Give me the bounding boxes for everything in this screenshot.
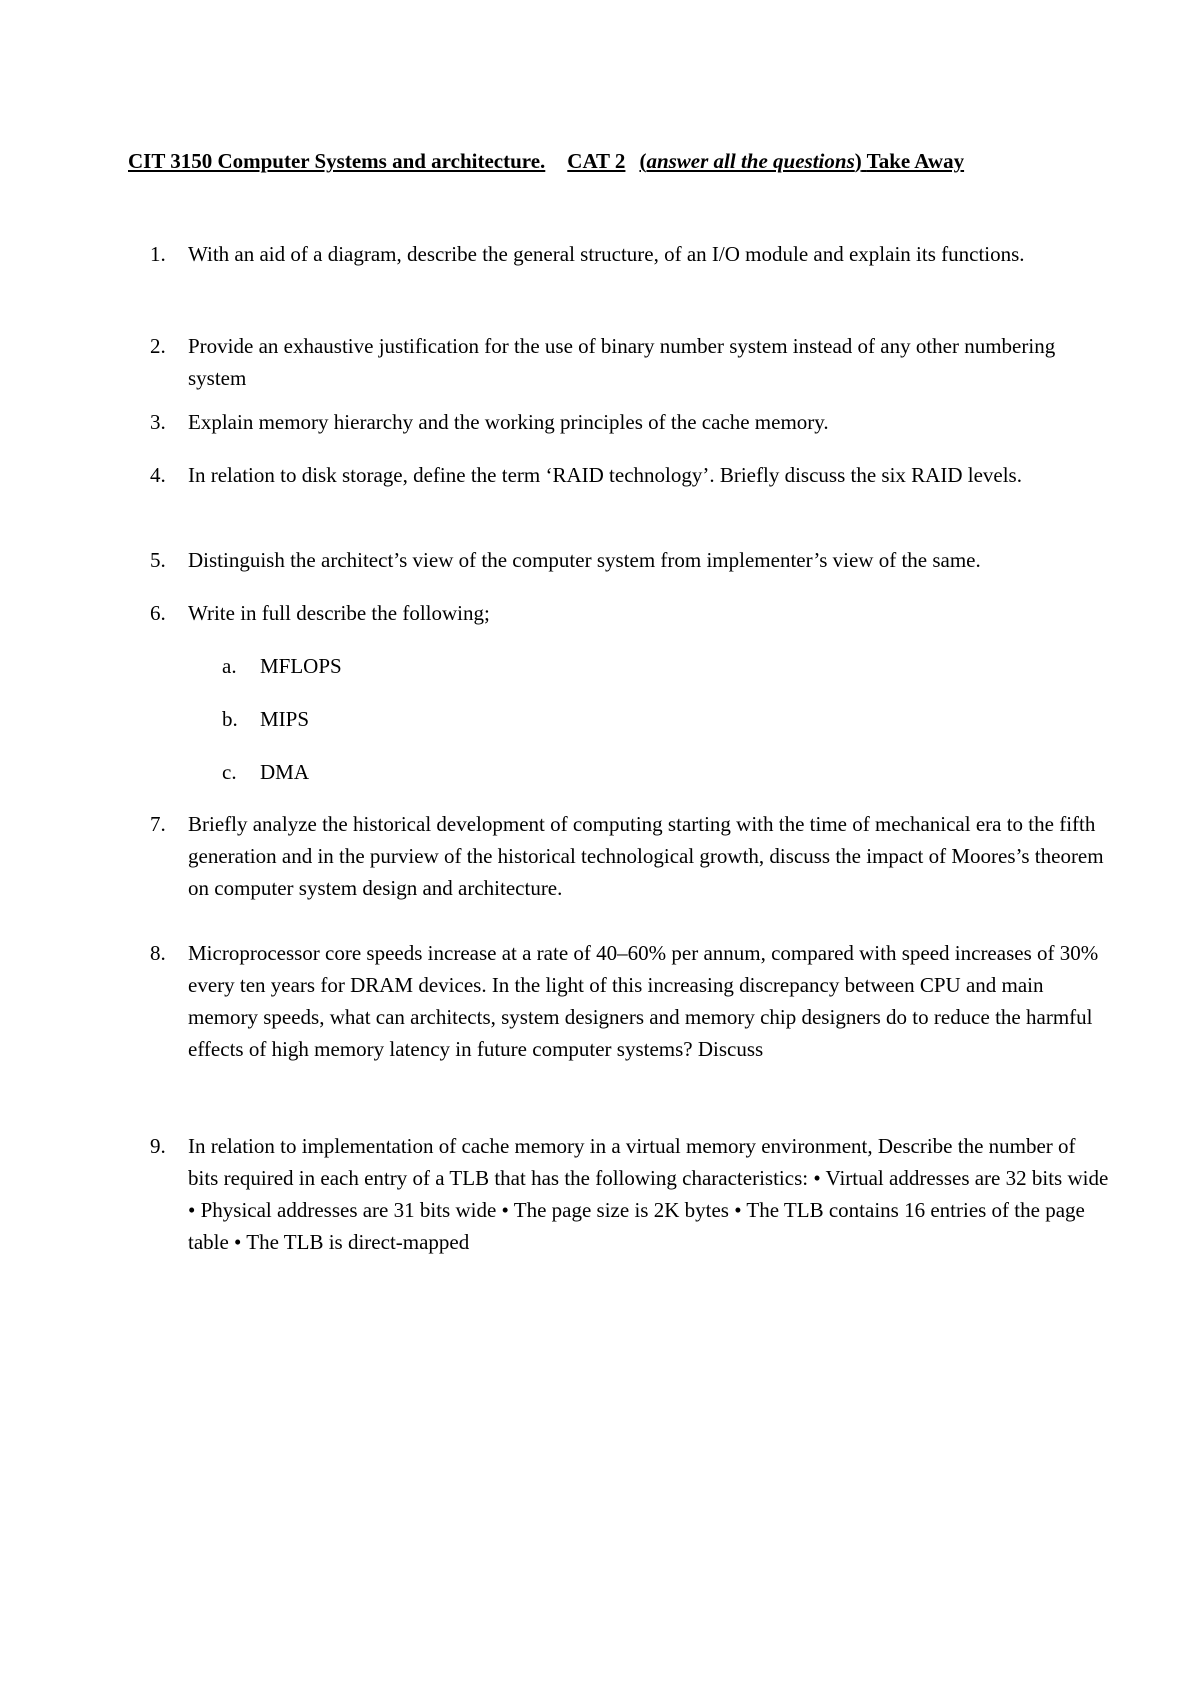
sub-item-letter: c. — [222, 760, 237, 784]
sub-item-text: MIPS — [260, 707, 310, 731]
question-number: 4. — [150, 463, 166, 487]
question-text: In relation to disk storage, define the term ‘RAID technology’. Briefly discuss the six RAID levels. — [188, 463, 1022, 487]
question-text: Write in full describe the following; — [188, 601, 490, 625]
question-text: Briefly analyze the historical development of computing starting with the time of mechanical era to the fifth generation and in the purview of the historical technological growth, discuss the impact of Moores’s theorem on computer system design and architecture. — [188, 812, 1104, 900]
question-number: 1. — [150, 242, 166, 266]
sub-item-text: DMA — [260, 760, 310, 784]
question-3 — [150, 406, 1110, 438]
course-title: CIT 3150 Computer Systems and architecture. — [128, 149, 546, 173]
question-number: 3. — [150, 410, 166, 434]
sub-item-a — [222, 650, 342, 682]
question-number: 5. — [150, 548, 166, 572]
question-number: 6. — [150, 601, 166, 625]
question-text: Provide an exhaustive justification for the use of binary number system instead of any other numbering system — [188, 334, 1056, 390]
cat-label: CAT 2 — [567, 149, 626, 173]
question-6 — [150, 597, 1110, 629]
question-number: 7. — [150, 812, 166, 836]
question-text: Microprocessor core speeds increase at a rate of 40–60% per annum, compared with speed increases of 30% every ten years for DRAM devices. In the light of this increasing discrepancy between CPU and main memory speeds, what can architects, system designers and memory chip designers do to reduce the harmful effects of high memory latency in future computer systems? Discuss — [188, 941, 1099, 1061]
sub-item-text: MFLOPS — [260, 654, 342, 678]
sub-item-letter: a. — [222, 654, 237, 678]
question-number: 9. — [150, 1134, 166, 1158]
question-7 — [150, 808, 1110, 904]
sub-item-b — [222, 703, 309, 735]
question-text: Distinguish the architect’s view of the computer system from implementer’s view of the same. — [188, 548, 981, 572]
sub-item-c — [222, 756, 309, 788]
instruction: answer all the questions — [646, 149, 855, 173]
question-text: Explain memory hierarchy and the working principles of the cache memory. — [188, 410, 829, 434]
instruction-close: ) — [854, 149, 862, 173]
take-away-label: Take Away — [866, 149, 965, 173]
page-title — [128, 146, 964, 176]
question-number: 2. — [150, 334, 166, 358]
question-4 — [150, 459, 1110, 491]
question-1 — [150, 238, 1110, 270]
question-number: 8. — [150, 941, 166, 965]
question-2 — [150, 330, 1110, 394]
instruction-open: ( — [639, 149, 647, 173]
question-5 — [150, 544, 1110, 576]
question-8 — [150, 937, 1110, 1065]
sub-item-letter: b. — [222, 707, 238, 731]
question-text: With an aid of a diagram, describe the general structure, of an I/O module and explain its functions. — [188, 242, 1025, 266]
question-text: In relation to implementation of cache memory in a virtual memory environment, Describe the number of bits required in each entry of a TLB that has the following characteristics: • Virtual addresses are 32 bits wide • Physical addresses are 31 bits wide • The page size is 2K bytes • The TLB contains 16 entries of the page table • The TLB is direct-mapped — [188, 1134, 1109, 1254]
question-9 — [150, 1130, 1110, 1258]
